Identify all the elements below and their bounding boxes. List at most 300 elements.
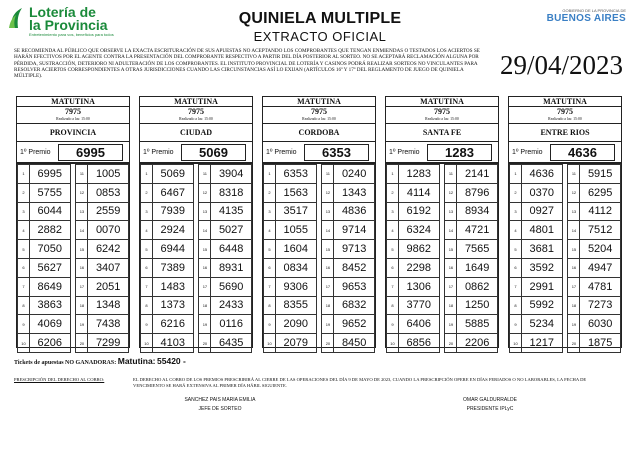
position-right: 11 <box>445 165 457 184</box>
number-left: 1217 <box>521 334 562 353</box>
prescription-label: PRESCRIPCIÓN DEL DERECHO AL COBRO: <box>14 377 105 382</box>
number-right: 7565 <box>457 240 498 259</box>
number-left: 5069 <box>152 165 193 184</box>
position-left: 1 <box>18 165 30 184</box>
first-prize-row <box>386 142 498 164</box>
position-left: 8 <box>264 296 276 315</box>
number-left: 4114 <box>398 183 439 202</box>
panel-jurisdiction: SANTA FE <box>386 124 498 142</box>
position-right: 19 <box>568 315 580 334</box>
position-right: 18 <box>76 296 88 315</box>
position-left: 1 <box>264 165 276 184</box>
position-right: 16 <box>76 258 88 277</box>
table-row <box>264 221 375 240</box>
position-left: 10 <box>18 334 30 353</box>
number-left: 6216 <box>152 315 193 334</box>
position-right: 12 <box>322 183 334 202</box>
table-row <box>141 334 252 353</box>
position-right: 20 <box>76 334 88 353</box>
number-right: 6242 <box>88 240 129 259</box>
panel-ciudad <box>139 96 253 348</box>
table-row <box>264 296 375 315</box>
table-row <box>510 202 621 221</box>
number-right: 0240 <box>334 165 375 184</box>
panel-realized-time: Realizado a las: 15:00 <box>386 116 498 124</box>
number-right: 0853 <box>88 183 129 202</box>
prescription-text: EL DERECHO AL COBRO DE LOS PREMIOS PRESCRIBIRÁ AL CIERRE DE LAS OPERACIONES DEL DÍA 9 DE MAYO DE 2023, CUANDO LA PRESCRIPCIÓN OPERE EN DÍAS FERIADOS O NO LABORABLES, LA FECHA DE VENCIMIENTO SE HARÁ EXTENSIVA AL PRIMER DÍA HÁBIL SIGUIENTE. <box>133 377 587 388</box>
position-right: 14 <box>322 221 334 240</box>
number-right: 6435 <box>211 334 252 353</box>
tickets-label: Tickets de apuestas NO GANADORAS: <box>14 360 117 366</box>
government-logo <box>547 8 626 24</box>
panel-draw-number: 7975 <box>557 107 573 116</box>
table-row <box>18 183 129 202</box>
number-right: 8318 <box>211 183 252 202</box>
first-prize-label: 1º Premio <box>143 148 174 156</box>
position-left: 5 <box>141 240 153 259</box>
signature-name: SANCHEZ PAIS MARIA EMILIA <box>184 397 256 403</box>
position-left: 5 <box>510 240 522 259</box>
position-right: 15 <box>199 240 211 259</box>
position-right: 13 <box>322 202 334 221</box>
gov-small-text: GOBIERNO DE LA PROVINCIA DE <box>562 8 626 13</box>
number-left: 6324 <box>398 221 439 240</box>
number-left: 3863 <box>29 296 70 315</box>
position-left: 1 <box>141 165 153 184</box>
table-row <box>18 202 129 221</box>
page-title: QUINIELA MULTIPLE <box>238 10 402 27</box>
number-left: 7389 <box>152 258 193 277</box>
number-left: 1373 <box>152 296 193 315</box>
number-left: 6995 <box>29 165 70 184</box>
position-left: 9 <box>18 315 30 334</box>
position-left: 10 <box>510 334 522 353</box>
number-right: 2433 <box>211 296 252 315</box>
number-right: 2141 <box>457 165 498 184</box>
number-left: 2079 <box>275 334 316 353</box>
position-right: 15 <box>568 240 580 259</box>
logo-tagline: Entretenimiento para vos, beneficios para todos <box>29 32 114 37</box>
first-prize-label: 1º Premio <box>389 148 420 156</box>
number-left: 5992 <box>521 296 562 315</box>
position-right: 15 <box>445 240 457 259</box>
signature-draw-chief <box>150 396 290 414</box>
panel-draw-number: 7975 <box>65 107 81 116</box>
first-prize-label: 1º Premio <box>266 148 297 156</box>
position-left: 6 <box>510 258 522 277</box>
panel-santa-fe <box>385 96 499 348</box>
number-left: 2924 <box>152 221 193 240</box>
table-row <box>264 277 375 296</box>
position-left: 3 <box>18 202 30 221</box>
panel-draw-number: 7975 <box>188 107 204 116</box>
table-row <box>141 296 252 315</box>
tickets-session: Matutina: <box>117 356 156 366</box>
number-right: 4947 <box>580 258 621 277</box>
position-right: 19 <box>322 315 334 334</box>
number-right: 4836 <box>334 202 375 221</box>
first-prize-row <box>140 142 252 164</box>
number-left: 1563 <box>275 183 316 202</box>
number-right: 1343 <box>334 183 375 202</box>
number-right: 2559 <box>88 202 129 221</box>
position-left: 6 <box>387 258 399 277</box>
panel-session: MATUTINA <box>17 97 129 107</box>
number-right: 5885 <box>457 315 498 334</box>
draw-date: 29/04/2023 <box>500 50 624 80</box>
number-left: 6192 <box>398 202 439 221</box>
table-row <box>141 183 252 202</box>
position-right: 11 <box>322 165 334 184</box>
first-prize-label: 1º Premio <box>512 148 543 156</box>
position-left: 3 <box>141 202 153 221</box>
first-prize-value: 5069 <box>181 144 246 161</box>
table-row <box>387 334 498 353</box>
table-row <box>264 334 375 353</box>
table-row <box>387 165 498 184</box>
table-row <box>141 202 252 221</box>
position-right: 13 <box>445 202 457 221</box>
position-right: 15 <box>322 240 334 259</box>
table-row <box>264 165 375 184</box>
number-left: 1055 <box>275 221 316 240</box>
first-prize-label: 1º Premio <box>20 148 51 156</box>
table-row <box>264 202 375 221</box>
position-right: 13 <box>199 202 211 221</box>
table-row <box>264 240 375 259</box>
position-right: 13 <box>76 202 88 221</box>
panel-session: MATUTINA <box>263 97 375 107</box>
table-row <box>141 277 252 296</box>
table-row <box>18 165 129 184</box>
number-right: 2051 <box>88 277 129 296</box>
number-left: 2090 <box>275 315 316 334</box>
signature-president <box>430 396 550 414</box>
first-prize-value: 6353 <box>304 144 369 161</box>
table-row <box>510 258 621 277</box>
position-left: 10 <box>264 334 276 353</box>
position-right: 20 <box>445 334 457 353</box>
number-left: 4801 <box>521 221 562 240</box>
position-left: 7 <box>264 277 276 296</box>
number-left: 2882 <box>29 221 70 240</box>
table-row <box>264 183 375 202</box>
table-row <box>141 165 252 184</box>
position-left: 2 <box>510 183 522 202</box>
tickets-value: 55420 - <box>157 356 186 366</box>
number-right: 4112 <box>580 202 621 221</box>
position-left: 4 <box>387 221 399 240</box>
number-left: 3517 <box>275 202 316 221</box>
number-right: 8452 <box>334 258 375 277</box>
number-left: 4636 <box>521 165 562 184</box>
table-row <box>387 315 498 334</box>
number-left: 3770 <box>398 296 439 315</box>
number-right: 2206 <box>457 334 498 353</box>
logo-line-2: la Provincia <box>29 17 108 33</box>
position-left: 8 <box>141 296 153 315</box>
table-row <box>510 334 621 353</box>
number-right: 9714 <box>334 221 375 240</box>
number-left: 6944 <box>152 240 193 259</box>
table-row <box>510 165 621 184</box>
position-right: 14 <box>445 221 457 240</box>
position-right: 12 <box>199 183 211 202</box>
position-right: 14 <box>76 221 88 240</box>
panel-jurisdiction: CIUDAD <box>140 124 252 142</box>
table-row <box>141 240 252 259</box>
position-right: 20 <box>322 334 334 353</box>
number-left: 6353 <box>275 165 316 184</box>
number-right: 1250 <box>457 296 498 315</box>
number-left: 4103 <box>152 334 193 353</box>
number-right: 1875 <box>580 334 621 353</box>
table-row <box>264 258 375 277</box>
position-right: 19 <box>76 315 88 334</box>
panel-realized-time: Realizado a las: 15:00 <box>263 116 375 124</box>
gov-big-text: BUENOS AIRES <box>546 13 626 24</box>
number-right: 6030 <box>580 315 621 334</box>
number-right: 4135 <box>211 202 252 221</box>
first-prize-value: 4636 <box>550 144 615 161</box>
number-left: 0834 <box>275 258 316 277</box>
table-row <box>510 183 621 202</box>
number-left: 6206 <box>29 334 70 353</box>
signature-role: JEFE DE SORTEO <box>198 406 242 412</box>
number-left: 6406 <box>398 315 439 334</box>
legal-notice: SE RECOMIENDA AL PÚBLICO QUE OBSERVE LA EXACTA ESCRITURACIÓN DE SUS APUESTAS NO ACEPTANDO LOS COMPROBANTES QUE TENGAN ENMIENDAS O TESTADOS LOS ACIERTOS SE HARÁN EFECTIVOS POR EL AGENTE CONTRA LA PRESENTACIÓN DEL COMPROBANTE RESPECTIVO A PARTIR DEL DÍA POSTERIOR AL SORTEO. NO SE ACEPTARÁ RECLAMACIÓN ALGUNA POR PÉRDIDA, SUSTRACCIÓN, DETERIORO NI ADULTERACIÓN DE LOS COMPROBANTES. EL INSTITUTO PROVINCIAL DE LOTERÍA Y CASINOS PODRÁ REALIZAR SORTEOS NO VINCULANTES PARA RESOLVER ACIERTOS CORRESPONDIENTES A OTRAS JURISDICCIONES CUANDO LAS CIRCUNSTANCIAS ASÍ LO EXIJAN (ARTÍCULOS 16º Y 17º DEL REGLAMENTO DE JUEGO DE QUINIELA MÚLTIPLE). <box>14 48 480 80</box>
position-left: 5 <box>18 240 30 259</box>
table-row <box>141 258 252 277</box>
position-right: 19 <box>199 315 211 334</box>
position-right: 11 <box>568 165 580 184</box>
table-row <box>387 221 498 240</box>
number-left: 1283 <box>398 165 439 184</box>
position-left: 7 <box>510 277 522 296</box>
number-right: 0116 <box>211 315 252 334</box>
number-left: 0927 <box>521 202 562 221</box>
number-right: 6448 <box>211 240 252 259</box>
position-left: 5 <box>387 240 399 259</box>
number-left: 6044 <box>29 202 70 221</box>
position-right: 14 <box>568 221 580 240</box>
position-right: 12 <box>568 183 580 202</box>
position-right: 13 <box>568 202 580 221</box>
results-table <box>140 164 252 353</box>
number-left: 7050 <box>29 240 70 259</box>
table-row <box>18 258 129 277</box>
table-row <box>18 221 129 240</box>
number-left: 5755 <box>29 183 70 202</box>
logo-line-1: Lotería de <box>29 4 96 20</box>
position-left: 4 <box>264 221 276 240</box>
number-left: 3592 <box>521 258 562 277</box>
position-left: 2 <box>387 183 399 202</box>
position-right: 18 <box>445 296 457 315</box>
number-left: 3681 <box>521 240 562 259</box>
results-table <box>17 164 129 353</box>
signature-name: OMAR GALDURRALDE <box>463 397 517 403</box>
position-left: 4 <box>510 221 522 240</box>
panel-cordoba <box>262 96 376 348</box>
first-prize-row <box>17 142 129 164</box>
number-right: 5204 <box>580 240 621 259</box>
number-left: 7939 <box>152 202 193 221</box>
table-row <box>264 315 375 334</box>
number-right: 9653 <box>334 277 375 296</box>
position-right: 17 <box>76 277 88 296</box>
number-right: 7299 <box>88 334 129 353</box>
number-right: 0070 <box>88 221 129 240</box>
panel-realized-time: Realizado a las: 15:00 <box>17 116 129 124</box>
position-left: 5 <box>264 240 276 259</box>
position-left: 9 <box>387 315 399 334</box>
position-left: 8 <box>510 296 522 315</box>
first-prize-row <box>263 142 375 164</box>
position-right: 20 <box>199 334 211 353</box>
table-row <box>387 183 498 202</box>
number-left: 0370 <box>521 183 562 202</box>
number-left: 5627 <box>29 258 70 277</box>
number-right: 4721 <box>457 221 498 240</box>
position-right: 18 <box>322 296 334 315</box>
position-left: 8 <box>18 296 30 315</box>
position-left: 8 <box>387 296 399 315</box>
table-row <box>510 221 621 240</box>
first-prize-value: 1283 <box>427 144 492 161</box>
results-table <box>263 164 375 353</box>
table-row <box>387 296 498 315</box>
table-row <box>18 315 129 334</box>
table-row <box>387 277 498 296</box>
position-right: 11 <box>199 165 211 184</box>
number-left: 8649 <box>29 277 70 296</box>
table-row <box>18 334 129 353</box>
position-right: 11 <box>76 165 88 184</box>
first-prize-row <box>509 142 621 164</box>
number-left: 2298 <box>398 258 439 277</box>
number-right: 7273 <box>580 296 621 315</box>
position-left: 6 <box>141 258 153 277</box>
panel-provincia <box>16 96 130 348</box>
number-right: 9713 <box>334 240 375 259</box>
position-left: 4 <box>18 221 30 240</box>
number-left: 1306 <box>398 277 439 296</box>
page-subtitle: EXTRACTO OFICIAL <box>253 29 387 44</box>
results-table <box>509 164 621 353</box>
number-right: 8450 <box>334 334 375 353</box>
panel-session: MATUTINA <box>386 97 498 107</box>
position-left: 7 <box>387 277 399 296</box>
position-right: 16 <box>322 258 334 277</box>
signature-role: PRESIDENTE IPLyC <box>466 406 514 412</box>
number-right: 7512 <box>580 221 621 240</box>
number-right: 5027 <box>211 221 252 240</box>
position-left: 9 <box>264 315 276 334</box>
position-right: 19 <box>445 315 457 334</box>
panel-realized-time: Realizado a las: 15:00 <box>140 116 252 124</box>
position-left: 10 <box>387 334 399 353</box>
position-left: 1 <box>387 165 399 184</box>
number-right: 5915 <box>580 165 621 184</box>
table-row <box>510 277 621 296</box>
panel-jurisdiction: PROVINCIA <box>17 124 129 142</box>
position-left: 7 <box>141 277 153 296</box>
table-row <box>18 240 129 259</box>
number-right: 7438 <box>88 315 129 334</box>
number-right: 9652 <box>334 315 375 334</box>
number-left: 9306 <box>275 277 316 296</box>
table-row <box>510 296 621 315</box>
position-right: 15 <box>76 240 88 259</box>
position-right: 17 <box>322 277 334 296</box>
panel-jurisdiction: CORDOBA <box>263 124 375 142</box>
number-left: 6856 <box>398 334 439 353</box>
position-right: 18 <box>199 296 211 315</box>
position-left: 3 <box>264 202 276 221</box>
position-left: 6 <box>18 258 30 277</box>
table-row <box>18 296 129 315</box>
number-left: 5234 <box>521 315 562 334</box>
number-right: 0862 <box>457 277 498 296</box>
position-right: 17 <box>568 277 580 296</box>
number-right: 3904 <box>211 165 252 184</box>
number-right: 8934 <box>457 202 498 221</box>
position-left: 9 <box>510 315 522 334</box>
number-left: 2991 <box>521 277 562 296</box>
position-left: 7 <box>18 277 30 296</box>
number-right: 1649 <box>457 258 498 277</box>
number-right: 4781 <box>580 277 621 296</box>
position-right: 18 <box>568 296 580 315</box>
results-table <box>386 164 498 353</box>
table-row <box>387 240 498 259</box>
number-right: 6295 <box>580 183 621 202</box>
number-left: 1483 <box>152 277 193 296</box>
panel-session: MATUTINA <box>140 97 252 107</box>
panel-session: MATUTINA <box>509 97 621 107</box>
table-row <box>18 277 129 296</box>
number-right: 3407 <box>88 258 129 277</box>
position-left: 4 <box>141 221 153 240</box>
position-right: 16 <box>445 258 457 277</box>
table-row <box>141 221 252 240</box>
panel-realized-time: Realizado a las: 15:00 <box>509 116 621 124</box>
tickets-line <box>14 356 186 366</box>
number-right: 8931 <box>211 258 252 277</box>
position-left: 2 <box>141 183 153 202</box>
table-row <box>387 258 498 277</box>
table-row <box>387 202 498 221</box>
table-row <box>510 240 621 259</box>
position-left: 9 <box>141 315 153 334</box>
position-left: 2 <box>18 183 30 202</box>
position-left: 6 <box>264 258 276 277</box>
panel-entre-rios <box>508 96 622 348</box>
number-right: 6832 <box>334 296 375 315</box>
position-right: 16 <box>568 258 580 277</box>
position-right: 17 <box>199 277 211 296</box>
position-left: 3 <box>387 202 399 221</box>
number-left: 9862 <box>398 240 439 259</box>
position-left: 1 <box>510 165 522 184</box>
position-right: 12 <box>76 183 88 202</box>
number-right: 1348 <box>88 296 129 315</box>
number-right: 5690 <box>211 277 252 296</box>
number-left: 6467 <box>152 183 193 202</box>
position-left: 10 <box>141 334 153 353</box>
position-right: 14 <box>199 221 211 240</box>
